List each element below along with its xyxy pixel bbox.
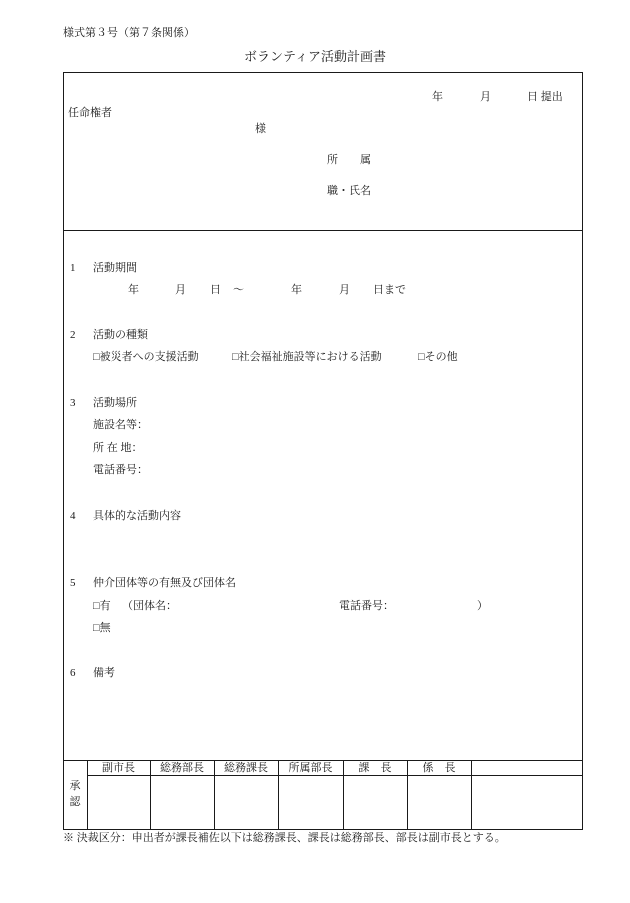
section-6-label: 備考 xyxy=(93,667,115,679)
group-name-label: （団体名： xyxy=(122,600,177,612)
honorific: 様 xyxy=(255,123,266,135)
footnote: ※ 決裁区分：申出者が課長補佐以下は総務課長、課長は総務部長、部長は副市長とする。 xyxy=(63,832,506,844)
appointer-label: 任命権者 xyxy=(68,107,112,119)
section-4-label: 具体的な活動内容 xyxy=(93,510,181,522)
period-start-month: 月 xyxy=(175,284,186,296)
section-1-label: 活動期間 xyxy=(93,262,137,274)
section-3-number: 3 xyxy=(70,397,76,409)
approval-header-line xyxy=(87,775,582,776)
phone-label: 電話番号： xyxy=(93,464,148,476)
period-end-day: 日まで xyxy=(373,284,406,296)
option-disaster-support: □被災者への支援活動 xyxy=(93,351,199,363)
option-other: □その他 xyxy=(418,351,458,363)
period-tilde: ～ xyxy=(233,284,244,296)
period-start-year: 年 xyxy=(128,284,139,296)
section-5-label: 仲介団体等の有無及び団体名 xyxy=(93,577,236,589)
option-yes: □有 xyxy=(93,600,111,612)
approval-col-line xyxy=(471,760,472,829)
position-name-label: 職・氏名 xyxy=(327,185,371,197)
date-year: 年 xyxy=(432,91,443,103)
section-4-number: 4 xyxy=(70,510,76,522)
approval-col-vice-mayor: 副市長 xyxy=(102,762,135,774)
section-2-number: 2 xyxy=(70,329,76,341)
section-1-number: 1 xyxy=(70,262,76,274)
approval-label-top: 承 xyxy=(69,780,81,792)
option-no: □無 xyxy=(93,622,111,634)
approval-col-general-affairs-director: 総務部長 xyxy=(160,762,204,774)
closing-paren: ） xyxy=(477,600,488,612)
approval-col-section-chief: 課 長 xyxy=(358,762,392,774)
approval-col-subsection-chief: 係 長 xyxy=(422,762,456,774)
approval-col-general-affairs-manager: 総務課長 xyxy=(224,762,268,774)
section-5-number: 5 xyxy=(70,577,76,589)
period-end-year: 年 xyxy=(291,284,302,296)
header-divider xyxy=(63,230,582,231)
form-number: 様式第３号（第７条関係） xyxy=(63,27,195,39)
facility-name-label: 施設名等： xyxy=(93,419,148,431)
option-welfare-facility: □社会福祉施設等における活動 xyxy=(232,351,382,363)
approval-label-bottom: 認 xyxy=(69,796,81,808)
section-3-label: 活動場所 xyxy=(93,397,137,409)
section-2-label: 活動の種類 xyxy=(93,329,148,341)
address-label: 所 在 地： xyxy=(93,442,143,454)
date-month: 月 xyxy=(480,91,491,103)
affiliation-label: 所 属 xyxy=(327,154,371,166)
group-phone-label: 電話番号： xyxy=(339,600,394,612)
date-day-submitted: 日 提出 xyxy=(527,91,563,103)
approval-col-department-director: 所属部長 xyxy=(288,762,333,774)
period-start-day: 日 xyxy=(210,284,221,296)
form-title: ボランティア活動計画書 xyxy=(244,49,386,64)
period-end-month: 月 xyxy=(339,284,350,296)
section-6-number: 6 xyxy=(70,667,76,679)
